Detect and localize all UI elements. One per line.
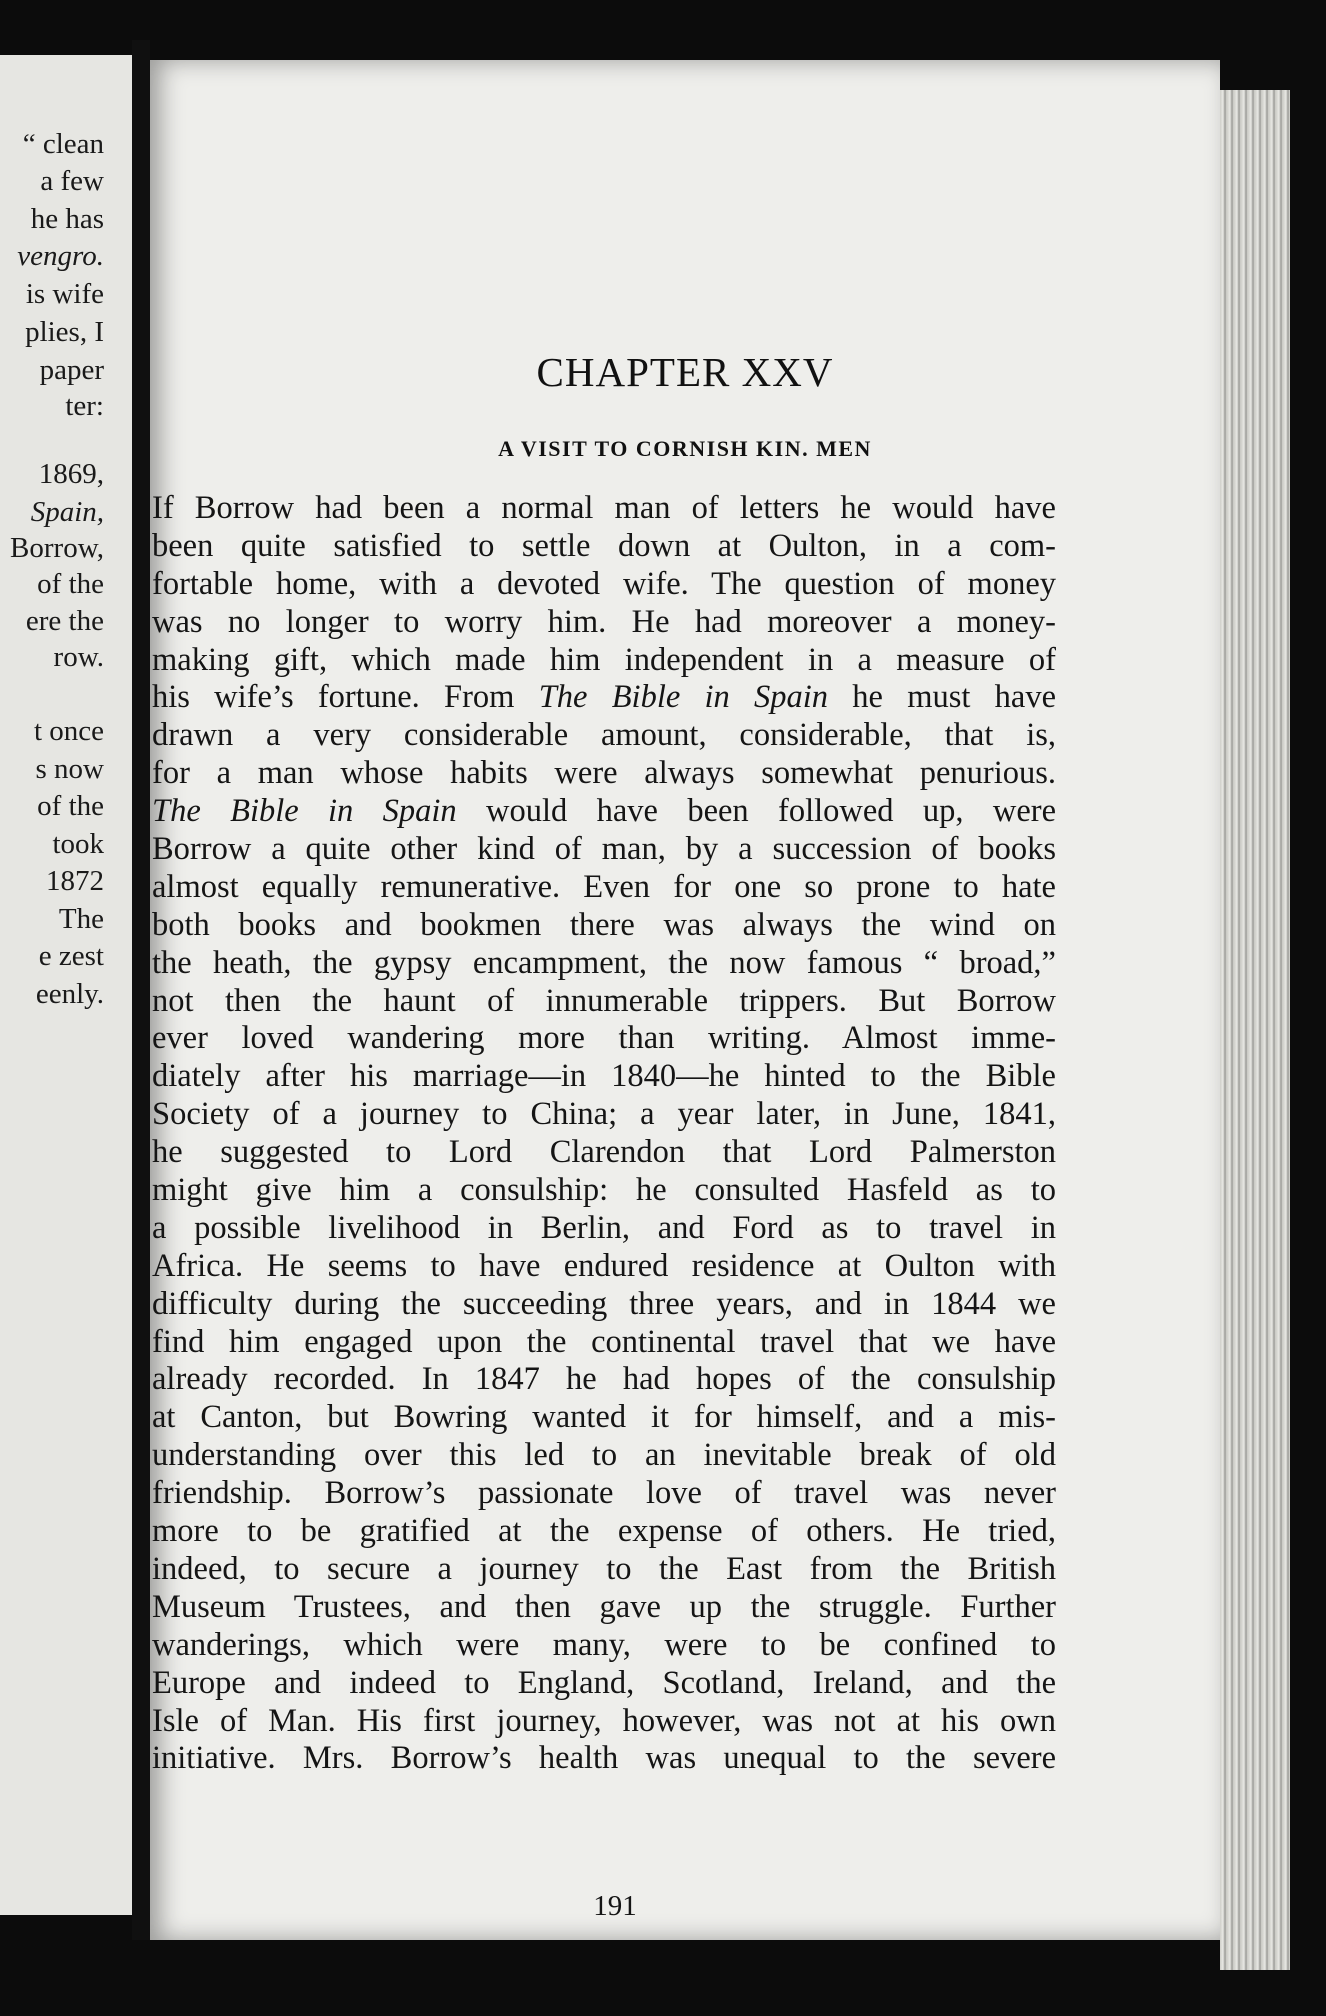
body-text-segment: making gift, which made him independent in a measure of bbox=[152, 641, 1056, 678]
body-text-line bbox=[152, 566, 1056, 604]
left-page-text-fragment: vengro. bbox=[17, 240, 104, 272]
left-page-text-fragment: “ clean bbox=[22, 128, 104, 160]
body-text-segment: he must have bbox=[828, 679, 1056, 716]
left-page-text-fragment: is wife bbox=[25, 278, 104, 310]
body-text-line bbox=[152, 1058, 1056, 1096]
left-page-text-fragment: plies, I bbox=[25, 316, 104, 348]
left-page-text-fragment: paper bbox=[39, 354, 104, 386]
body-text-line bbox=[152, 717, 1056, 755]
book-gutter bbox=[132, 40, 150, 1940]
body-text-segment: both books and bookmen there was always the wind on bbox=[152, 906, 1056, 943]
body-text-segment: for a man whose habits were always somewhat penurious. bbox=[152, 755, 1056, 792]
chapter-body-text bbox=[152, 490, 1056, 1778]
chapter-title: CHAPTER XXV bbox=[536, 349, 834, 395]
body-text-segment: Museum Trustees, and then gave up the struggle. Further bbox=[152, 1588, 1056, 1625]
book-title-italic: The Bible in Spain bbox=[152, 793, 457, 830]
body-text-line bbox=[152, 1589, 1056, 1627]
body-text-line bbox=[152, 642, 1056, 680]
body-text-line bbox=[152, 1210, 1056, 1248]
body-text-line bbox=[152, 1096, 1056, 1134]
body-text-segment: almost equally remunerative. Even for one so prone to hate bbox=[152, 868, 1056, 905]
left-page-text-fragment: row. bbox=[53, 641, 104, 673]
left-page-text-fragment: The bbox=[58, 903, 104, 935]
body-text-segment: more to be gratified at the expense of others. He tried, bbox=[152, 1513, 1056, 1550]
left-page-text-fragment: he has bbox=[30, 203, 104, 235]
left-page-text-fragment: 1872 bbox=[46, 865, 104, 897]
body-text-segment: initiative. Mrs. Borrow’s health was unequal to the severe bbox=[152, 1740, 1056, 1777]
left-page-text-fragment: s now bbox=[35, 753, 104, 785]
body-text-segment: fortable home, with a devoted wife. The question of money bbox=[152, 565, 1056, 602]
body-text-line bbox=[152, 983, 1056, 1021]
body-text-segment: Africa. He seems to have endured residence at Oulton with bbox=[152, 1247, 1056, 1284]
page-edges-shadow bbox=[1290, 100, 1326, 2000]
left-page-text-fragment: Spain, bbox=[30, 496, 104, 528]
page-edges bbox=[1220, 90, 1290, 1970]
body-text-line bbox=[152, 1475, 1056, 1513]
page-number: 191 bbox=[593, 1890, 637, 1922]
body-text-line bbox=[152, 1361, 1056, 1399]
body-text-segment: he suggested to Lord Clarendon that Lord Palmerston bbox=[152, 1134, 1056, 1171]
left-page-text-fragment: e zest bbox=[38, 940, 104, 972]
body-text-segment: wanderings, which were many, were to be confined to bbox=[152, 1626, 1056, 1663]
body-text-line bbox=[152, 1513, 1056, 1551]
body-text-line bbox=[152, 831, 1056, 869]
body-text-segment: difficulty during the succeeding three years, and in 1844 we bbox=[152, 1285, 1056, 1322]
body-text-segment: his wife’s fortune. From bbox=[152, 679, 539, 716]
left-page-text-fragment: ter: bbox=[65, 390, 104, 422]
body-text-line bbox=[152, 1286, 1056, 1324]
body-text-segment: been quite satisfied to settle down at Oulton, in a com- bbox=[152, 527, 1056, 564]
left-page-text-fragment: eenly. bbox=[35, 978, 104, 1010]
left-page-fragment bbox=[0, 55, 132, 1915]
body-text-segment: Society of a journey to China; a year later, in June, 1841, bbox=[152, 1096, 1056, 1133]
body-text-segment: ever loved wandering more than writing. Almost imme- bbox=[152, 1020, 1056, 1057]
body-text-line bbox=[152, 679, 1056, 717]
body-text-segment: at Canton, but Bowring wanted it for himself, and a mis- bbox=[152, 1399, 1056, 1436]
body-text-segment: might give him a consulship: he consulted Hasfeld as to bbox=[152, 1172, 1056, 1209]
body-text-segment: would have been followed up, were bbox=[456, 793, 1056, 830]
body-text-line bbox=[152, 1399, 1056, 1437]
body-text-segment: drawn a very considerable amount, considerable, that is, bbox=[152, 717, 1056, 754]
left-page-text-fragment: took bbox=[52, 828, 104, 860]
body-text-segment: indeed, to secure a journey to the East from the British bbox=[152, 1550, 1056, 1587]
body-text-line bbox=[152, 945, 1056, 983]
body-text-segment: understanding over this led to an inevitable break of old bbox=[152, 1437, 1056, 1474]
body-text-line bbox=[152, 1248, 1056, 1286]
body-text-line bbox=[152, 1324, 1056, 1362]
body-text-segment: already recorded. In 1847 he had hopes of the consulship bbox=[152, 1361, 1056, 1398]
body-text-line bbox=[152, 1134, 1056, 1172]
chapter-subtitle: A VISIT TO CORNISH KIN. MEN bbox=[498, 436, 872, 461]
left-page-text-fragment: a few bbox=[40, 165, 104, 197]
body-text-line bbox=[152, 604, 1056, 642]
body-text-segment: Borrow a quite other kind of man, by a succession of books bbox=[152, 831, 1056, 868]
body-text-segment: diately after his marriage—in 1840—he hinted to the Bible bbox=[152, 1058, 1056, 1095]
body-text-segment: friendship. Borrow’s passionate love of travel was never bbox=[152, 1475, 1056, 1512]
body-text-segment: Isle of Man. His first journey, however, was not at his own bbox=[152, 1702, 1056, 1739]
left-page-text-fragment: of the bbox=[37, 568, 104, 600]
left-page-text-fragment: ere the bbox=[25, 605, 104, 637]
body-text-segment: a possible livelihood in Berlin, and Ford as to travel in bbox=[152, 1209, 1056, 1246]
body-text-line bbox=[152, 907, 1056, 945]
body-text-line bbox=[152, 755, 1056, 793]
body-text-line bbox=[152, 1551, 1056, 1589]
body-text-segment: If Borrow had been a normal man of letters he would have bbox=[152, 490, 1056, 526]
body-text-line bbox=[152, 490, 1056, 528]
body-text-line bbox=[152, 1740, 1056, 1778]
body-text-line bbox=[152, 869, 1056, 907]
left-page-text-fragment: of the bbox=[37, 790, 104, 822]
left-page-text-fragment: 1869, bbox=[38, 458, 104, 490]
body-text-line bbox=[152, 793, 1056, 831]
body-text-segment: find him engaged upon the continental travel that we have bbox=[152, 1323, 1056, 1360]
body-text-segment: was no longer to worry him. He had moreover a money- bbox=[152, 603, 1056, 640]
body-text-segment: not then the haunt of innumerable trippers. But Borrow bbox=[152, 982, 1056, 1019]
book-title-italic: The Bible in Spain bbox=[538, 679, 829, 716]
body-text-segment: Europe and indeed to England, Scotland, Ireland, and the bbox=[152, 1664, 1056, 1701]
left-page-text-fragment: Borrow, bbox=[10, 532, 104, 564]
body-text-segment: the heath, the gypsy encampment, the now famous “ broad,” bbox=[152, 944, 1056, 981]
body-text-line bbox=[152, 1020, 1056, 1058]
body-text-line bbox=[152, 1172, 1056, 1210]
body-text-line bbox=[152, 1665, 1056, 1703]
body-text-line bbox=[152, 1627, 1056, 1665]
body-text-line bbox=[152, 528, 1056, 566]
body-text-line bbox=[152, 1703, 1056, 1741]
body-text-line bbox=[152, 1437, 1056, 1475]
left-page-text-fragment: t once bbox=[33, 715, 104, 747]
